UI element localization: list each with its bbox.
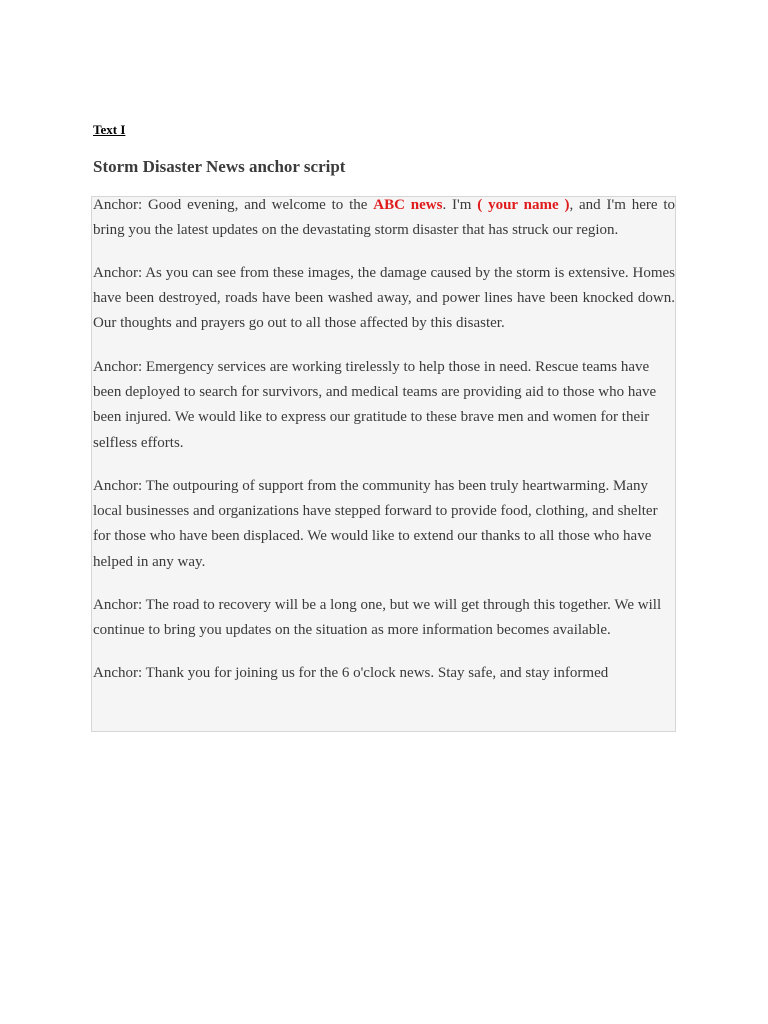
text-label: Text I xyxy=(93,122,126,137)
greeting-text: Anchor: Good evening, and welcome to the xyxy=(93,197,374,213)
greeting-middle-text: . I'm xyxy=(442,197,478,213)
script-paragraph-damage: Anchor: As you can see from these images, the damage caused by the storm is extensive. Homes have been destroyed, roads have been washed away, and power lines have been knocked down. Our thoughts and prayers go out to all those affected by this disaster. xyxy=(93,265,675,332)
script-paragraph-recovery: Anchor: The road to recovery will be a long one, but we will get through this together. We will continue to bring you updates on the situation as more information becomes available. xyxy=(93,597,662,639)
script-paragraph-greeting xyxy=(93,193,675,243)
script-paragraph-support: Anchor: The outpouring of support from the community has been truly heartwarming. Many local businesses and organizations have stepped forward to provide food, clothing, and shelter for those who have been displaced. We would like to extend our thanks to all those who have helped in any way. xyxy=(93,478,658,570)
anchor-script-box xyxy=(91,196,676,732)
script-paragraph-signoff: Anchor: Thank you for joining us for the 6 o'clock news. Stay safe, and stay informed xyxy=(93,665,609,681)
page-title: Storm Disaster News anchor script xyxy=(93,157,346,176)
greeting-end-text: , and I'm here to bring you the latest updates on the devastating storm disaster that has struck our region. xyxy=(93,197,676,239)
news-brand-highlight: ABC news xyxy=(373,197,443,213)
your-name-placeholder: ( your name ) xyxy=(477,197,570,213)
script-paragraph-emergency: Anchor: Emergency services are working tirelessly to help those in need. Rescue teams have been deployed to search for survivors, and medical teams are providing aid to those who have been injured. We would like to express our gratitude to these brave men and women for their selfless efforts. xyxy=(93,359,657,451)
